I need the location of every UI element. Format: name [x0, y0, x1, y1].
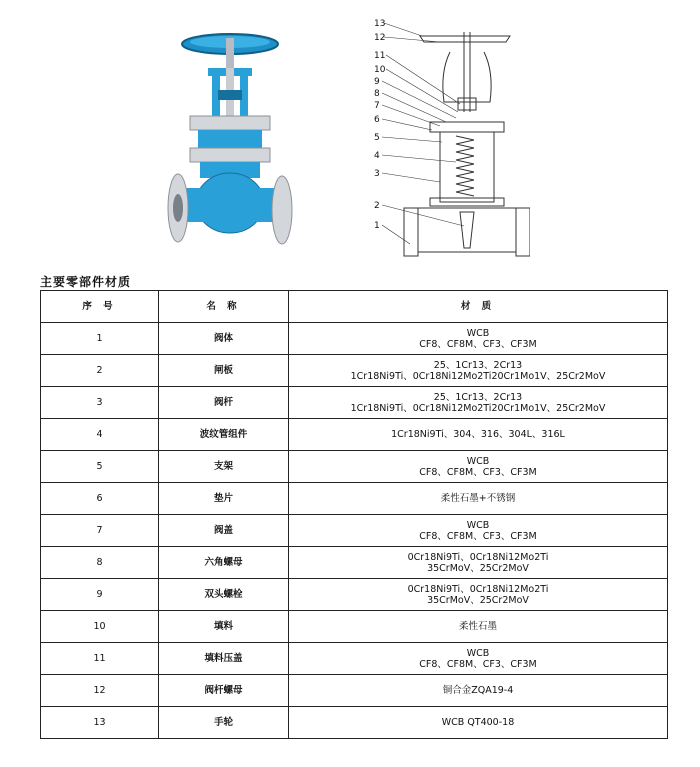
table-row [41, 387, 668, 419]
material-line: 1Cr18Ni9Ti、0Cr18Ni12Mo2Ti20Cr1Mo1V、25Cr2MoV [350, 370, 606, 382]
table-row [41, 419, 668, 451]
table-row [41, 323, 668, 355]
callout-12: 12 [374, 33, 386, 43]
material-line: 0Cr18Ni9Ti、0Cr18Ni12Mo2Ti [407, 583, 549, 595]
part-name: 阀体 [159, 323, 289, 355]
material-line: CF8、CF8M、CF3、CF3M [419, 338, 537, 350]
row-number: 5 [41, 451, 159, 483]
gate-valve-section-drawing [360, 12, 530, 267]
row-number: 13 [41, 707, 159, 739]
row-number: 7 [41, 515, 159, 547]
table-row [41, 547, 668, 579]
material-line: 35CrMoV、25Cr2MoV [427, 594, 529, 606]
gate-valve-photo [160, 28, 300, 253]
material-line: WCB [466, 455, 490, 467]
material-line: 柔性石墨+不锈钢 [440, 493, 516, 504]
table-row [41, 483, 668, 515]
callout-2: 2 [374, 201, 380, 211]
table-row [41, 707, 668, 739]
part-material [289, 323, 668, 355]
part-name: 双头螺栓 [159, 579, 289, 611]
table-row [41, 515, 668, 547]
callout-1: 1 [374, 221, 380, 231]
table-header-row [41, 291, 668, 323]
material-line: 柔性石墨 [458, 621, 497, 632]
material-line: WCB [466, 327, 490, 339]
material-line: CF8、CF8M、CF3、CF3M [419, 658, 537, 670]
part-material [289, 451, 668, 483]
table-row [41, 579, 668, 611]
part-name: 波纹管组件 [159, 419, 289, 451]
callout-labels [374, 19, 386, 231]
callout-9: 9 [374, 77, 380, 87]
row-number: 3 [41, 387, 159, 419]
material-line: 0Cr18Ni9Ti、0Cr18Ni12Mo2Ti [407, 551, 549, 563]
part-name: 闸板 [159, 355, 289, 387]
part-name: 阀盖 [159, 515, 289, 547]
part-material [289, 419, 668, 451]
header-name: 名 称 [159, 291, 289, 323]
part-name: 阀杆螺母 [159, 675, 289, 707]
row-number: 11 [41, 643, 159, 675]
row-number: 2 [41, 355, 159, 387]
table-row [41, 643, 668, 675]
material-line: 25、1Cr13、2Cr13 [433, 391, 523, 403]
section-title: 主要零部件材质 [40, 275, 132, 289]
part-name: 填料压盖 [159, 643, 289, 675]
part-name: 阀杆 [159, 387, 289, 419]
callout-8: 8 [374, 89, 380, 99]
part-name: 垫片 [159, 483, 289, 515]
part-name: 六角螺母 [159, 547, 289, 579]
table-row [41, 451, 668, 483]
part-material [289, 547, 668, 579]
row-number: 9 [41, 579, 159, 611]
row-number: 4 [41, 419, 159, 451]
part-material [289, 387, 668, 419]
part-name: 手轮 [159, 707, 289, 739]
row-number: 8 [41, 547, 159, 579]
part-material [289, 579, 668, 611]
callout-6: 6 [374, 115, 380, 125]
table-row [41, 355, 668, 387]
material-line: 25、1Cr13、2Cr13 [433, 359, 523, 371]
material-line: 1Cr18Ni9Ti、304、316、304L、316L [391, 429, 565, 440]
part-name: 填料 [159, 611, 289, 643]
table-row [41, 611, 668, 643]
material-line: WCB [466, 647, 490, 659]
material-line: CF8、CF8M、CF3、CF3M [419, 530, 537, 542]
row-number: 10 [41, 611, 159, 643]
part-material [289, 611, 668, 643]
callout-11: 11 [374, 51, 386, 61]
material-line: WCB QT400-18 [441, 717, 515, 728]
material-line: CF8、CF8M、CF3、CF3M [419, 466, 537, 478]
material-line: WCB [466, 519, 490, 531]
callout-7: 7 [374, 101, 380, 111]
part-material [289, 515, 668, 547]
callout-3: 3 [374, 169, 380, 179]
part-material [289, 355, 668, 387]
part-name: 支架 [159, 451, 289, 483]
part-material [289, 483, 668, 515]
callout-13: 13 [374, 19, 386, 29]
callout-10: 10 [374, 65, 386, 75]
callout-4: 4 [374, 151, 380, 161]
row-number: 12 [41, 675, 159, 707]
part-material [289, 707, 668, 739]
part-material [289, 675, 668, 707]
material-line: 1Cr18Ni9Ti、0Cr18Ni12Mo2Ti20Cr1Mo1V、25Cr2MoV [350, 402, 606, 414]
row-number: 6 [41, 483, 159, 515]
table-row [41, 675, 668, 707]
material-line: 铜合金ZQA19-4 [442, 685, 514, 696]
part-material [289, 643, 668, 675]
header-no: 序 号 [41, 291, 159, 323]
row-number: 1 [41, 323, 159, 355]
callout-5: 5 [374, 133, 380, 143]
header-material: 材 质 [289, 291, 668, 323]
materials-table [40, 290, 668, 739]
material-line: 35CrMoV、25Cr2MoV [427, 562, 529, 574]
